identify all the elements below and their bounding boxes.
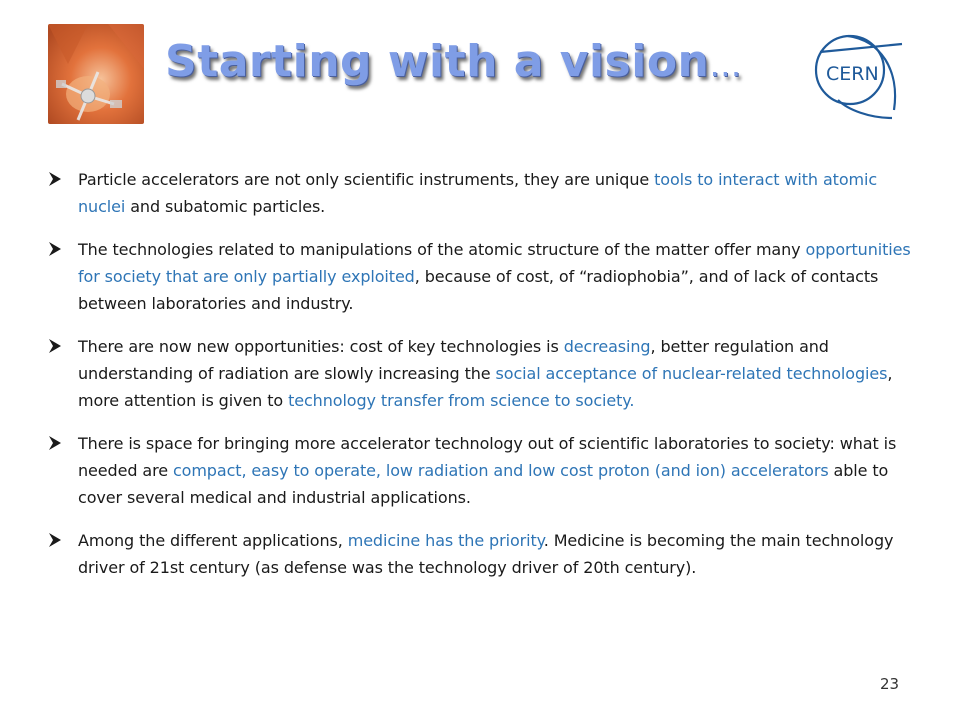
text-segment: , because of cost, of “radiophobia”, and of lack of contacts between laboratories and industry. bbox=[78, 267, 879, 313]
text-segment: . Medicine is becoming the main technology driver of 21st century (as defense was the technology driver of 20th century). bbox=[78, 531, 894, 577]
text-segment: , better regulation and understanding of radiation are slowly increasing the bbox=[78, 337, 829, 383]
text-segment: The technologies related to manipulations of the atomic structure of the matter offer many bbox=[78, 240, 806, 259]
highlighted-phrase: technology transfer from science to society. bbox=[288, 391, 635, 410]
highlighted-phrase: social acceptance of nuclear-related technologies bbox=[495, 364, 888, 383]
text-segment: and subatomic particles. bbox=[125, 197, 326, 216]
accelerator-photo-image bbox=[48, 24, 144, 124]
cern-logo-icon bbox=[808, 22, 904, 126]
text-segment: Among the different applications, bbox=[78, 531, 348, 550]
bullet-text bbox=[78, 527, 928, 581]
text-segment: There are now new opportunities: cost of key technologies is bbox=[78, 337, 564, 356]
arrow-bullet-icon bbox=[48, 533, 62, 547]
slide-title bbox=[165, 36, 742, 87]
highlighted-phrase: medicine has the priority bbox=[347, 531, 544, 550]
bullet-text bbox=[78, 333, 928, 414]
bullet-text bbox=[78, 166, 928, 220]
text-segment: There is space for bringing more accelerator technology out of scientific laboratories to society: what is needed are bbox=[78, 434, 897, 480]
page-number: 23 bbox=[880, 675, 900, 693]
arrow-bullet-icon bbox=[48, 172, 62, 186]
bullet-text bbox=[78, 430, 928, 511]
highlighted-phrase: opportunities for society that are only partially exploited bbox=[78, 240, 911, 286]
accelerator-photo bbox=[48, 24, 144, 124]
arrow-bullet-icon bbox=[48, 242, 62, 256]
text-segment: Particle accelerators are not only scientific instruments, they are unique bbox=[78, 170, 655, 189]
bullet-list bbox=[48, 166, 928, 597]
bullet-item bbox=[48, 333, 928, 414]
bullet-item bbox=[48, 236, 928, 317]
text-segment: , more attention is given to bbox=[78, 364, 893, 410]
slide-title-text: Starting with a vision bbox=[165, 36, 710, 87]
slide-title-ellipsis: … bbox=[709, 46, 742, 84]
highlighted-phrase: compact, easy to operate, low radiation and low cost proton (and ion) accelerators bbox=[172, 461, 829, 480]
arrow-bullet-icon bbox=[48, 339, 62, 353]
highlighted-phrase: tools to interact with atomic nuclei bbox=[78, 170, 878, 216]
bullet-item bbox=[48, 527, 928, 581]
text-segment: able to cover several medical and industrial applications. bbox=[78, 461, 889, 507]
highlighted-phrase: decreasing bbox=[563, 337, 651, 356]
bullet-text bbox=[78, 236, 928, 317]
bullet-item bbox=[48, 430, 928, 511]
arrow-bullet-icon bbox=[48, 436, 62, 450]
cern-logo-text: CERN bbox=[826, 63, 879, 85]
bullet-item bbox=[48, 166, 928, 220]
